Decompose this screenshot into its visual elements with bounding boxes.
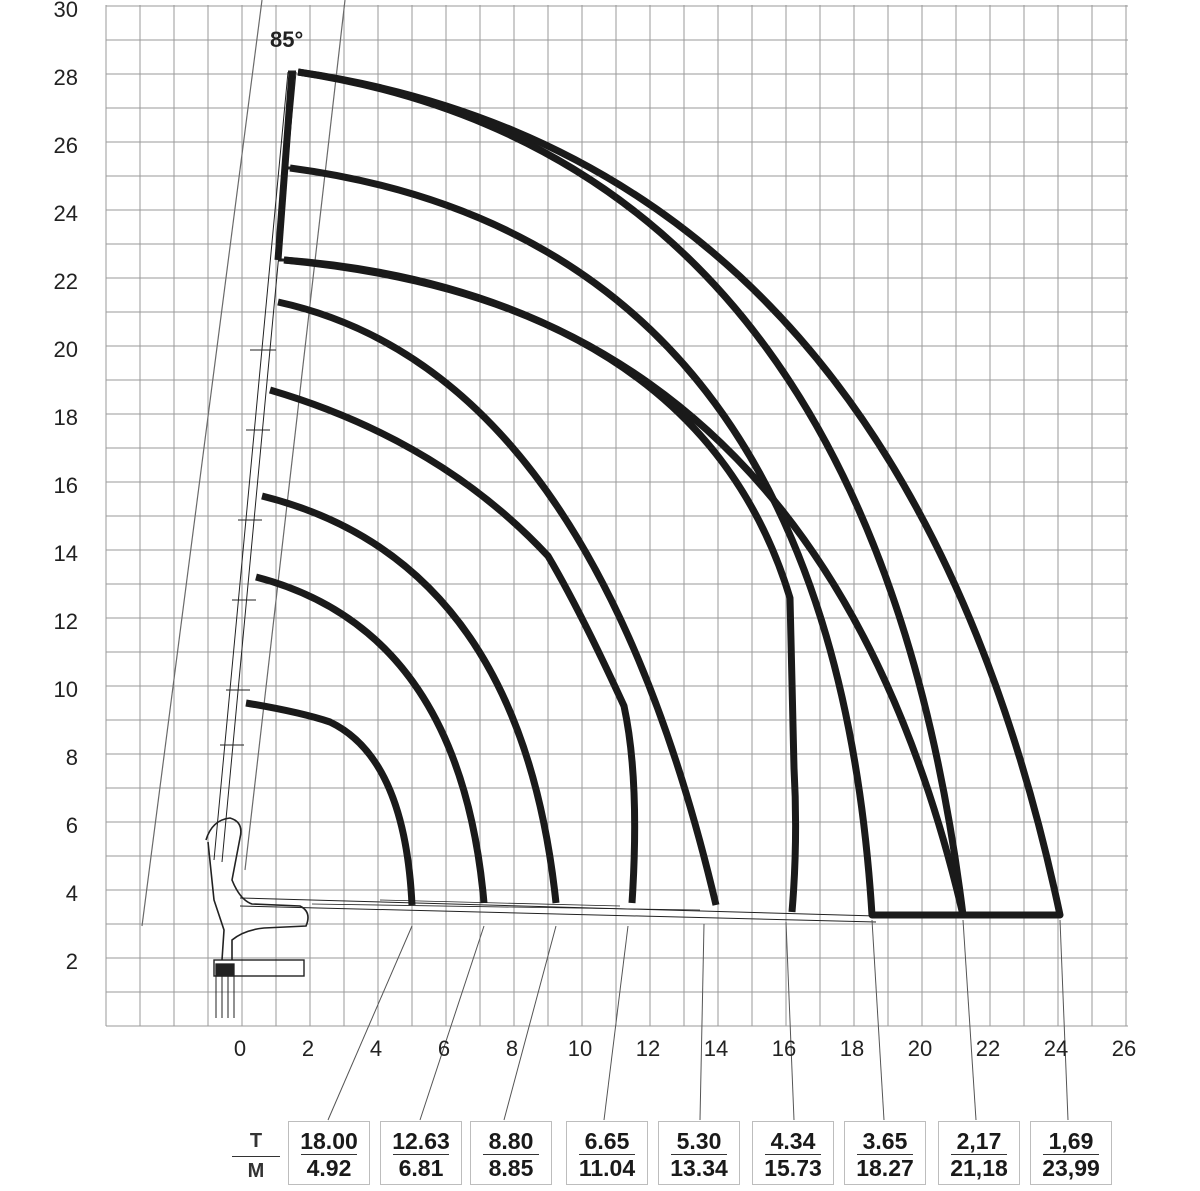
y-tick-label: 18 — [53, 405, 78, 430]
load-radius: 8.85 — [488, 1155, 534, 1181]
load-box-6 — [752, 1121, 834, 1185]
x-tick-label: 0 — [233, 1036, 247, 1061]
leader-lines — [328, 920, 1068, 1120]
load-radius: 11.04 — [578, 1155, 636, 1181]
x-tick-label: 10 — [567, 1036, 593, 1061]
load-radius: 18.27 — [856, 1155, 914, 1181]
x-tick-label: 26 — [1111, 1036, 1137, 1061]
y-tick-label: 12 — [53, 609, 78, 634]
load-curve-2 — [256, 577, 484, 903]
angle-label: 85° — [270, 27, 304, 52]
load-tonnes: 5.30 — [676, 1128, 722, 1154]
load-box-1 — [288, 1121, 370, 1185]
x-tick-label: 4 — [369, 1036, 383, 1061]
y-tick-label: 26 — [53, 133, 78, 158]
y-tick-label: 16 — [53, 473, 78, 498]
load-box-2 — [380, 1121, 462, 1185]
y-tick-label: 10 — [53, 677, 78, 702]
load-tonnes: 4.34 — [770, 1128, 816, 1154]
y-tick-label: 2 — [65, 949, 78, 974]
boom-envelope — [142, 0, 345, 926]
load-radius: 4.92 — [306, 1155, 352, 1181]
load-radius: 21,18 — [950, 1155, 1008, 1181]
load-curves — [246, 72, 1060, 915]
load-box-5 — [658, 1121, 740, 1185]
unit-top-label: T — [249, 1130, 263, 1152]
grid — [106, 5, 1128, 1026]
x-tick-label: 22 — [975, 1036, 1001, 1061]
y-axis-ticks — [54, 0, 78, 974]
load-tonnes: 6.65 — [584, 1128, 630, 1154]
x-tick-label: 16 — [771, 1036, 797, 1061]
load-radius: 23,99 — [1042, 1155, 1100, 1181]
x-tick-label: 12 — [635, 1036, 661, 1061]
y-tick-label: 14 — [53, 541, 78, 566]
load-box-8 — [938, 1121, 1020, 1185]
x-tick-label: 24 — [1043, 1036, 1069, 1061]
x-tick-label: 20 — [907, 1036, 933, 1061]
load-tonnes: 18.00 — [300, 1128, 358, 1154]
load-tonnes: 12.63 — [392, 1128, 450, 1154]
unit-bottom-label: M — [247, 1160, 265, 1182]
load-box-9 — [1030, 1121, 1112, 1185]
load-tonnes: 1,69 — [1048, 1128, 1094, 1154]
load-curve-1 — [246, 703, 412, 905]
load-radius: 6.81 — [398, 1155, 444, 1181]
y-tick-label: 4 — [65, 881, 78, 906]
x-tick-label: 6 — [437, 1036, 451, 1061]
x-tick-label: 14 — [703, 1036, 729, 1061]
x-tick-label: 2 — [301, 1036, 315, 1061]
load-box-3 — [470, 1121, 552, 1185]
unit-divider — [232, 1156, 280, 1157]
load-curve-3 — [262, 496, 556, 903]
x-axis-ticks — [234, 1036, 1136, 1061]
load-tonnes: 8.80 — [488, 1128, 534, 1154]
load-curve-7 — [290, 168, 963, 915]
y-tick-label: 30 — [53, 0, 78, 22]
y-tick-label: 24 — [53, 201, 78, 226]
load-radius: 13.34 — [670, 1155, 728, 1181]
load-tonnes: 3.65 — [862, 1128, 908, 1154]
x-tick-label: 8 — [505, 1036, 519, 1061]
load-box-4 — [566, 1121, 648, 1185]
load-curve-4 — [270, 390, 635, 903]
y-tick-label: 22 — [53, 269, 78, 294]
y-tick-label: 20 — [53, 337, 78, 362]
load-tonnes: 2,17 — [956, 1128, 1002, 1154]
load-radius: 15.73 — [764, 1155, 822, 1181]
load-box-7 — [844, 1121, 926, 1185]
y-tick-label: 28 — [53, 65, 78, 90]
x-tick-label: 18 — [839, 1036, 865, 1061]
y-tick-label: 8 — [65, 745, 78, 770]
y-tick-label: 6 — [65, 813, 78, 838]
